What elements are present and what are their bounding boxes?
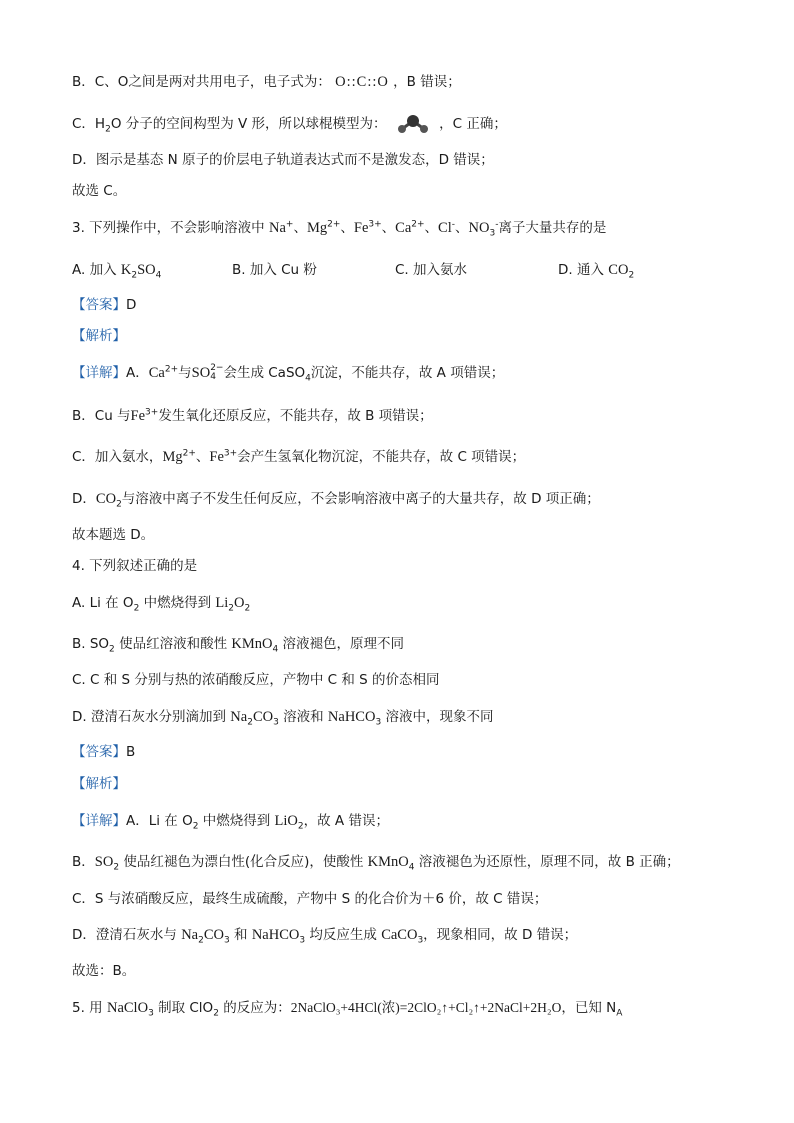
q3-option-d <box>558 260 634 280</box>
formula: O <box>234 595 245 611</box>
line-text: 5. 用 <box>72 1000 107 1016</box>
subscript: 2 <box>198 935 204 946</box>
subscript: 3 <box>299 935 306 946</box>
analysis-tag-4: 【解析】 <box>72 776 126 792</box>
ion: Mg <box>306 220 328 236</box>
detail-3b <box>72 406 433 426</box>
line-text: 会产生氢氧化物沉淀，不能共存，故 C 项错误； <box>237 449 526 465</box>
formula: NaHCO <box>251 927 300 943</box>
detail-4d <box>72 925 577 945</box>
formula: Na <box>181 927 199 943</box>
subscript: 2 <box>116 499 122 510</box>
superscript: - <box>451 219 455 230</box>
question-3: 3. 下列操作中，不会影响溶液中 Na+、$Mg^{2+}$、$Fe^{3+}$、$Ca^{2+}$、Cl-、$NO_3^-$离子大量共存的是 <box>72 219 607 239</box>
superscript: 2+ <box>164 364 179 375</box>
line-choose-c: 故选 C。 <box>72 183 127 199</box>
line-text: ，现象相同，故 D 错误； <box>423 927 578 943</box>
line-text: 制取 ClO <box>153 1000 214 1016</box>
formula: CO <box>608 262 629 278</box>
subscript: 2 <box>213 1008 219 1019</box>
formula: Ca <box>148 365 165 381</box>
line-text: 溶液褪色为还原性，原理不同，故 B 正确； <box>414 854 680 870</box>
subscript: 2 <box>297 821 304 832</box>
option-text: D. 澄清石灰水分别滴加到 <box>72 709 231 725</box>
option-text: 溶液和 <box>278 709 328 725</box>
line-text: 、 <box>195 449 210 465</box>
superscript: 3+ <box>223 448 238 459</box>
line-text: ，故 A 错误； <box>303 813 389 829</box>
line-text: 离子大量共存的是 <box>498 220 607 236</box>
formula: Na <box>230 709 248 725</box>
formula: SO <box>191 365 211 381</box>
subscript: 4 <box>408 862 415 873</box>
superscript: 3+ <box>368 219 382 230</box>
ion: Fe <box>353 220 369 236</box>
option-text: A. Li 在 O <box>72 595 134 611</box>
formula: CO <box>203 927 224 943</box>
water-ball-stick-icon <box>395 114 431 134</box>
option-text: 使品红溶液和酸性 <box>114 636 232 652</box>
formula: CO <box>252 709 274 725</box>
subscript: 2 <box>192 821 199 832</box>
option-text: B. SO <box>72 636 110 652</box>
line-text: 中燃烧得到 <box>198 813 275 829</box>
q4-option-b <box>72 634 404 654</box>
line-text: 会生成 CaSO <box>223 365 306 381</box>
line-text: A． <box>126 365 149 381</box>
line-text: ，C 正确； <box>439 116 507 132</box>
answer-tag: 【答案】 <box>72 744 126 760</box>
line-text: B． <box>72 854 95 870</box>
formula: Li <box>215 595 229 611</box>
detail-3c <box>72 447 525 467</box>
superscript: 2− <box>210 363 224 373</box>
detail-4e: 故选：B。 <box>72 963 136 979</box>
detail-4a <box>72 811 389 831</box>
reaction-equation: 2NaClO₃+4HCl(浓)=2ClO₂↑+Cl₂↑+2NaCl+2H₂O <box>290 1000 562 1015</box>
subscript: 2 <box>109 644 115 655</box>
formula: Fe <box>209 449 224 465</box>
subscript: 2 <box>113 862 120 873</box>
line-text: 沉淀，不能共存，故 A 项错误； <box>310 365 505 381</box>
subscript: 4 <box>210 372 216 382</box>
line-text: C．H <box>72 116 106 132</box>
ion: Na <box>268 220 286 236</box>
subscript: 3 <box>148 1008 154 1019</box>
superscript: 2+ <box>327 219 341 230</box>
line-text: O 分子的空间构型为 V 形，所以球棍模型为： <box>110 116 387 132</box>
subscript: 2 <box>133 603 140 614</box>
line-b-electron-formula <box>72 72 461 92</box>
question-5 <box>72 998 622 1018</box>
line-text: ，B 错误； <box>393 74 461 90</box>
detail-3a <box>72 363 504 383</box>
line-d-orbital: D．图示是基态 N 原子的价层电子轨道表达式而不是激发态，D 错误； <box>72 152 494 168</box>
line-text: 均反应生成 <box>305 927 382 943</box>
formula: SO <box>137 262 156 278</box>
superscript: 3+ <box>145 407 159 418</box>
formula: NaClO <box>106 1000 149 1016</box>
line-text: 与 <box>178 365 192 381</box>
formula: CaCO <box>381 927 418 943</box>
subscript: 4 <box>272 644 279 655</box>
subscript: 2 <box>244 603 251 614</box>
q3-option-c: C. 加入氨水 <box>395 262 468 278</box>
subscript: 4 <box>155 270 162 281</box>
detail-tag: 【详解】 <box>72 813 126 829</box>
detail-tag: 【详解】 <box>72 365 126 381</box>
subscript: 3 <box>489 228 496 239</box>
detail-4c: C．S 与浓硝酸反应，最终生成硫酸，产物中 S 的化合价为＋6 价，故 C 错误； <box>72 891 548 907</box>
formula: KMnO <box>367 854 409 870</box>
subscript: 2 <box>131 270 138 281</box>
question-4: 4. 下列叙述正确的是 <box>72 558 198 574</box>
subscript: A <box>616 1008 623 1019</box>
formula: Mg <box>162 449 183 465</box>
line-text: 的反应为： <box>218 1000 291 1016</box>
superscript: 2+ <box>182 448 196 459</box>
electron-formula: O::C::O <box>335 74 389 90</box>
superscript: - <box>495 219 499 230</box>
ion: Cl <box>438 220 452 236</box>
formula: SO <box>94 854 114 870</box>
formula: KMnO <box>231 636 273 652</box>
detail-4b <box>72 852 680 872</box>
line-text: D． <box>72 491 96 507</box>
subscript: 2 <box>228 603 235 614</box>
option-text: D. 通入 <box>558 262 609 278</box>
formula: LiO <box>274 813 298 829</box>
ion: Ca <box>395 220 412 236</box>
option-text: A. 加入 <box>72 262 121 278</box>
subscript: 3 <box>417 935 424 946</box>
line-c-ball-stick <box>72 114 507 134</box>
ion: NO <box>468 220 490 236</box>
option-text: 溶液中，现象不同 <box>381 709 494 725</box>
formula: CO <box>95 491 117 507</box>
line-text: 发生氧化还原反应，不能共存，故 B 项错误； <box>158 408 433 424</box>
q4-option-d <box>72 707 493 727</box>
analysis-tag-3: 【解析】 <box>72 328 126 344</box>
q4-option-c: C. C 和 S 分别与热的浓硝酸反应，产物中 C 和 S 的价态相同 <box>72 672 440 688</box>
superscript: + <box>285 219 294 230</box>
answer-tag: 【答案】 <box>72 297 126 313</box>
detail-3e: 故本题选 D。 <box>72 527 155 543</box>
q3-option-a <box>72 260 161 280</box>
superscript: 2+ <box>411 219 425 230</box>
q3-option-b: B. 加入 Cu 粉 <box>232 262 317 278</box>
line-text: C．加入氨水， <box>72 449 163 465</box>
line-text: 和 <box>229 927 252 943</box>
line-text: 使品红褪色为漂白性(化合反应)，使酸性 <box>119 854 368 870</box>
answer-value: B <box>126 744 136 760</box>
formula: Fe <box>130 408 146 424</box>
line-text: D．澄清石灰水与 <box>72 927 182 943</box>
answer-value: D <box>126 297 137 313</box>
formula: NaHCO <box>327 709 376 725</box>
line-text: 与溶液中离子不发生任何反应，不会影响溶液中离子的大量共存，故 D 项正确； <box>121 491 600 507</box>
detail-3d <box>72 489 600 509</box>
q4-option-a <box>72 593 250 613</box>
subscript: 3 <box>273 717 279 728</box>
subscript: 3 <box>224 935 230 946</box>
line-text: ，已知 N <box>561 1000 617 1016</box>
formula: K <box>120 262 132 278</box>
option-text: 中燃烧得到 <box>139 595 216 611</box>
option-text: 溶液褪色，原理不同 <box>278 636 404 652</box>
line-text: A．Li 在 O <box>126 813 193 829</box>
answer-4 <box>72 742 135 762</box>
subscript: 2 <box>247 717 253 728</box>
line-text: B．Cu 与 <box>72 408 131 424</box>
answer-3 <box>72 295 136 315</box>
subscript: 2 <box>105 124 111 135</box>
line-text: 3. 下列操作中，不会影响溶液中 <box>72 220 269 236</box>
subscript: 4 <box>305 373 311 384</box>
subscript: 2 <box>628 270 635 281</box>
subscript: 3 <box>375 717 382 728</box>
line-text: B．C、O之间是两对共用电子，电子式为： <box>72 74 331 90</box>
